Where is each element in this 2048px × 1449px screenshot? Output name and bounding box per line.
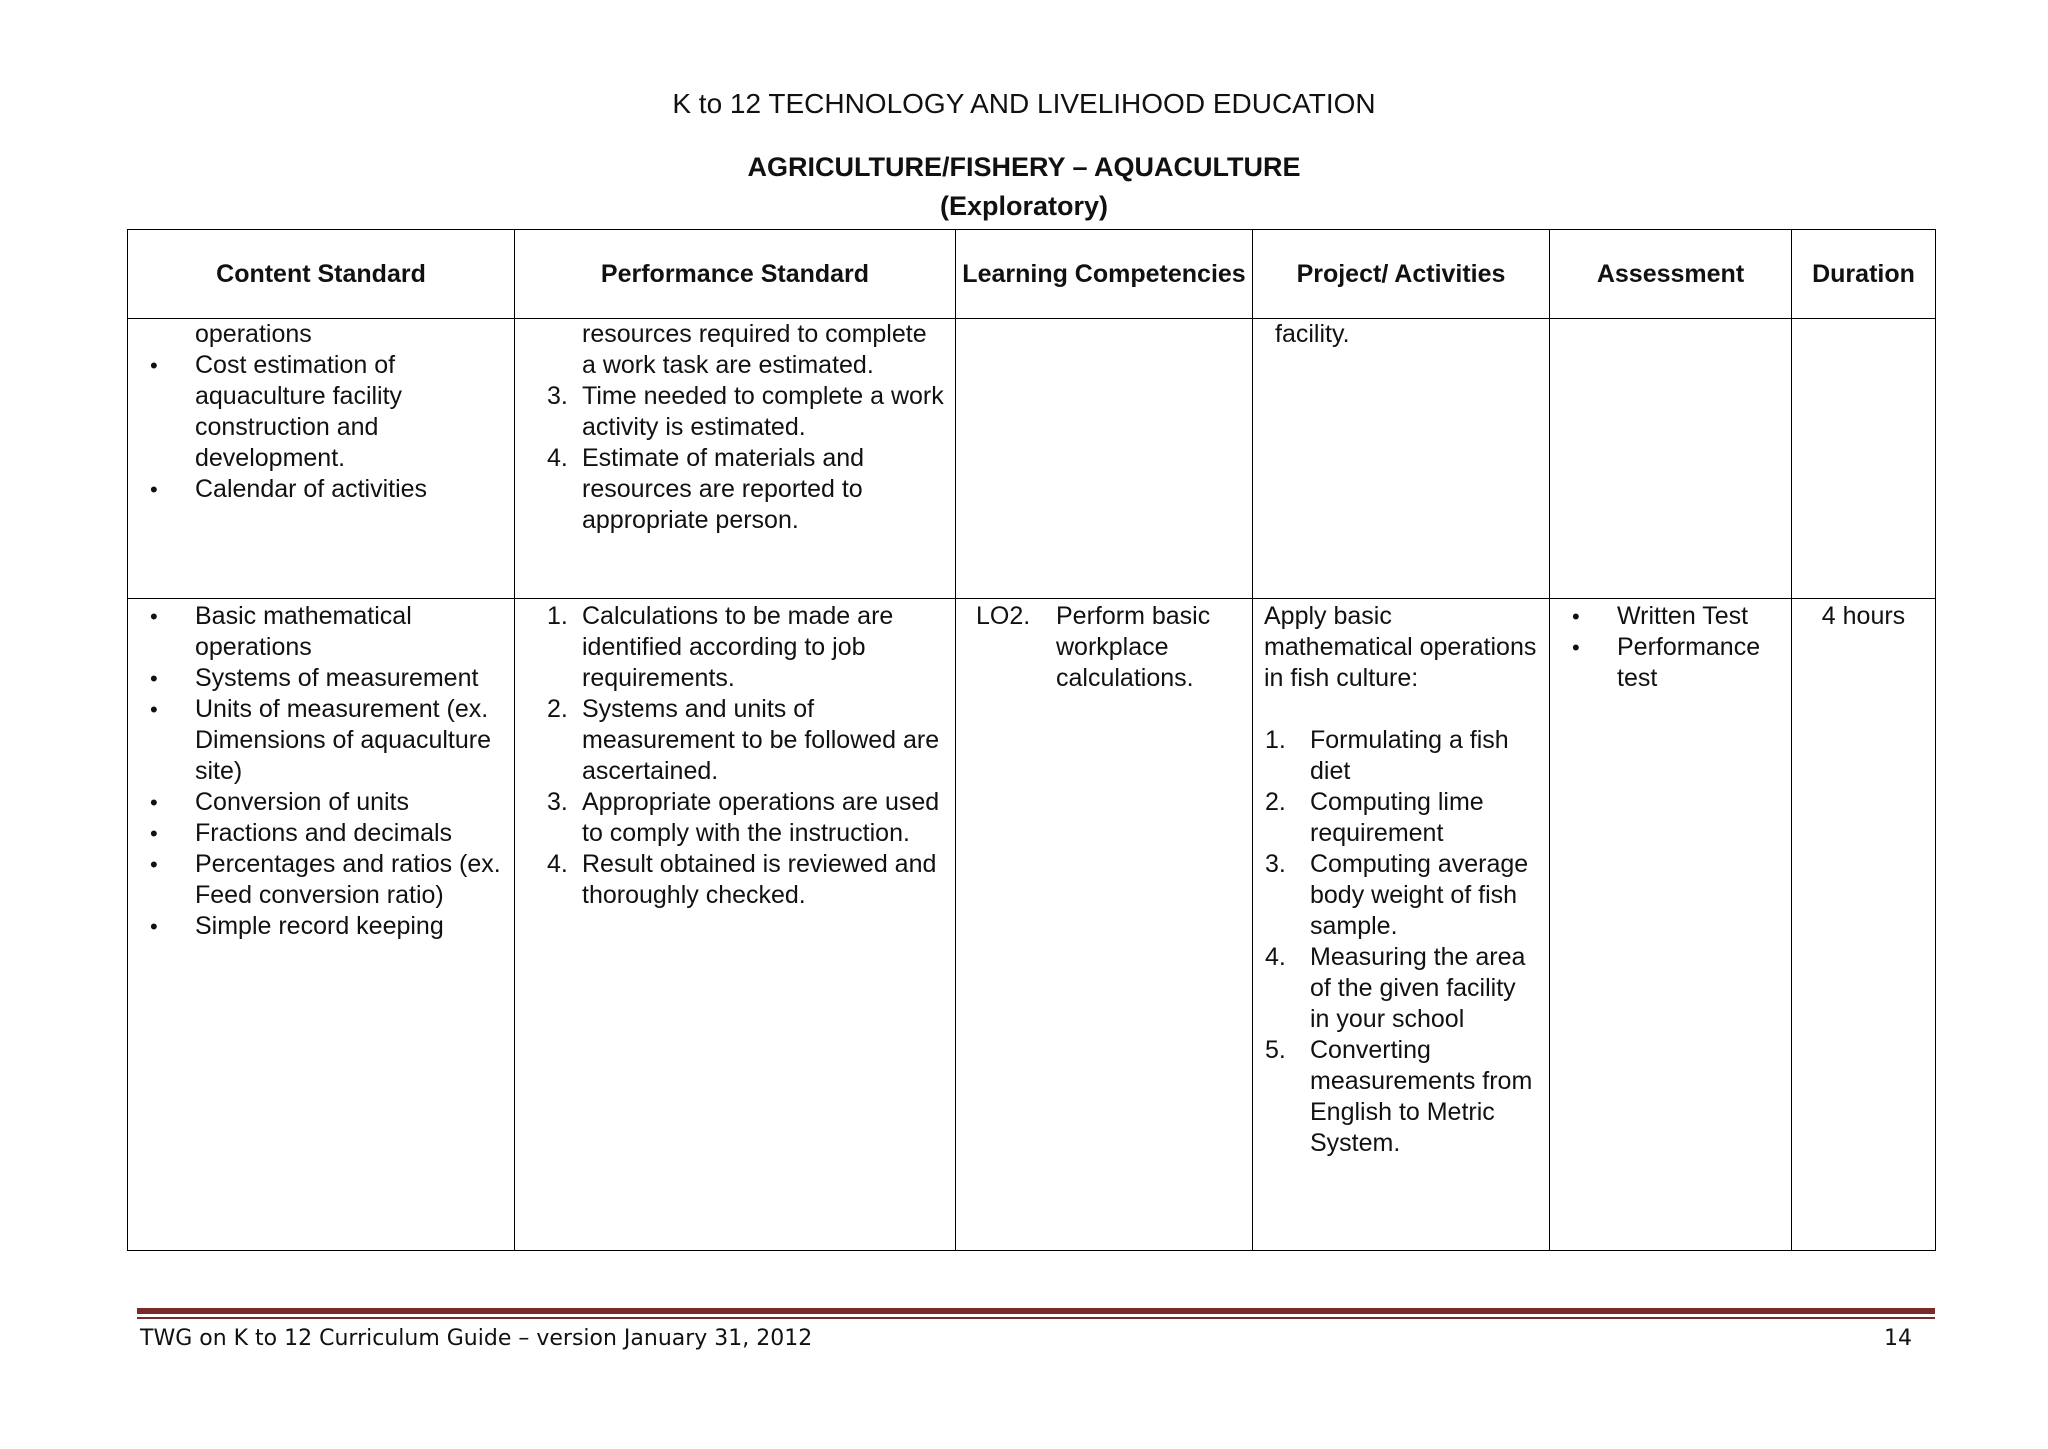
list-number: 2. xyxy=(547,695,568,723)
list-item: • Basic mathematical operations xyxy=(140,601,506,663)
activities-text: facility. xyxy=(1275,320,1350,348)
list-text: Computing lime requirement xyxy=(1310,788,1484,847)
column-header: Duration xyxy=(1792,230,1936,319)
list-text: Calculations to be made are identified according to job requirements. xyxy=(582,602,894,692)
list-text: Estimate of materials and resources are reported to appropriate person. xyxy=(582,444,865,534)
list-text: Computing average body weight of fish sample. xyxy=(1310,850,1529,940)
list-item: • Conversion of units xyxy=(140,787,506,818)
list-text: Formulating a fish diet xyxy=(1310,726,1509,785)
duration-value: 4 hours xyxy=(1821,602,1906,630)
list-number: 4. xyxy=(1265,943,1286,971)
list-item: • Fractions and decimals xyxy=(140,818,506,849)
list-text: Result obtained is reviewed and thoroughly checked. xyxy=(582,850,937,909)
list-number: 3. xyxy=(1265,850,1286,878)
list-item xyxy=(527,443,947,536)
list-item: • Written Test xyxy=(1562,601,1783,632)
performance-standard-cell xyxy=(515,599,956,1251)
list-item xyxy=(1253,787,1541,849)
table-row xyxy=(128,319,1936,599)
list-item: • Percentages and ratios (ex. Feed conversion ratio) xyxy=(140,849,506,911)
list-item xyxy=(527,601,947,694)
document-subtitle-qualifier: (Exploratory) xyxy=(939,191,1109,221)
list-number: 3. xyxy=(547,382,568,410)
activities-intro: Apply basic mathematical operations in fish culture: xyxy=(1264,602,1537,692)
list-number: 2. xyxy=(1265,788,1286,816)
list-item: • Performance test xyxy=(1562,632,1783,694)
learning-competencies-cell xyxy=(956,599,1253,1251)
list-text: Time needed to complete a work activity is estimated. xyxy=(582,382,944,441)
list-item: • Units of measurement (ex. Dimensions of aquaculture site) xyxy=(140,694,506,787)
column-header: Content Standard xyxy=(128,230,515,319)
list-text: Systems and units of measurement to be followed are ascertained. xyxy=(582,695,940,785)
list-item xyxy=(1253,942,1541,1035)
list-item xyxy=(527,849,947,911)
document-subtitle: AGRICULTURE/FISHERY – AQUACULTURE xyxy=(747,152,1301,182)
list-item xyxy=(1253,1035,1541,1159)
list-item xyxy=(527,381,947,443)
list-number: 3. xyxy=(547,788,568,816)
footer-rule xyxy=(137,1308,1935,1314)
list-text: Converting measurements from English to Metric System. xyxy=(1310,1036,1533,1157)
column-header: Learning Competencies xyxy=(956,230,1253,319)
document-title: K to 12 TECHNOLOGY AND LIVELIHOOD EDUCATION xyxy=(672,88,1376,119)
assessment-cell xyxy=(1550,599,1792,1251)
list-item: operations xyxy=(195,320,312,348)
list-item xyxy=(527,787,947,849)
list-item xyxy=(1253,725,1541,787)
assessment-cell xyxy=(1550,319,1792,599)
column-header: Performance Standard xyxy=(515,230,956,319)
project-activities-cell xyxy=(1253,319,1550,599)
column-header: Project/ Activities xyxy=(1253,230,1550,319)
content-standard-cell xyxy=(128,599,515,1251)
project-activities-cell xyxy=(1253,599,1550,1251)
column-header: Assessment xyxy=(1550,230,1792,319)
list-number: 1. xyxy=(1265,726,1286,754)
page-number: 14 xyxy=(1884,1326,1912,1351)
footer-text: TWG on K to 12 Curriculum Guide – version January 31, 2012 xyxy=(140,1326,813,1351)
learning-outcome-text: Perform basic workplace calculations. xyxy=(1056,602,1211,692)
performance-standard-cell xyxy=(515,319,956,599)
learning-competencies-cell xyxy=(956,319,1253,599)
list-number: 5. xyxy=(1265,1036,1286,1064)
content-standard-cell xyxy=(128,319,515,599)
list-text: Measuring the area of the given facility in your school xyxy=(1310,943,1526,1033)
list-text: Appropriate operations are used to comply with the instruction. xyxy=(582,788,940,847)
duration-cell xyxy=(1792,599,1936,1251)
learning-outcome xyxy=(956,599,1252,694)
list-item: • Systems of measurement xyxy=(140,663,506,694)
list-item: • Calendar of activities xyxy=(140,474,506,505)
list-number: 4. xyxy=(547,850,568,878)
list-number: 1. xyxy=(547,602,568,630)
list-item xyxy=(527,319,947,381)
list-number: 4. xyxy=(547,444,568,472)
curriculum-table xyxy=(127,229,1936,1251)
list-item xyxy=(527,694,947,787)
duration-cell xyxy=(1792,319,1936,599)
list-item xyxy=(1253,849,1541,942)
list-item: • Simple record keeping xyxy=(140,911,506,942)
table-header-row xyxy=(128,230,1936,319)
learning-outcome-code: LO2. xyxy=(976,602,1031,630)
list-item: • Cost estimation of aquaculture facility construction and development. xyxy=(140,350,506,474)
footer-rule-thin xyxy=(137,1317,1935,1319)
table-row xyxy=(128,599,1936,1251)
list-text: resources required to complete a work task are estimated. xyxy=(582,320,927,379)
